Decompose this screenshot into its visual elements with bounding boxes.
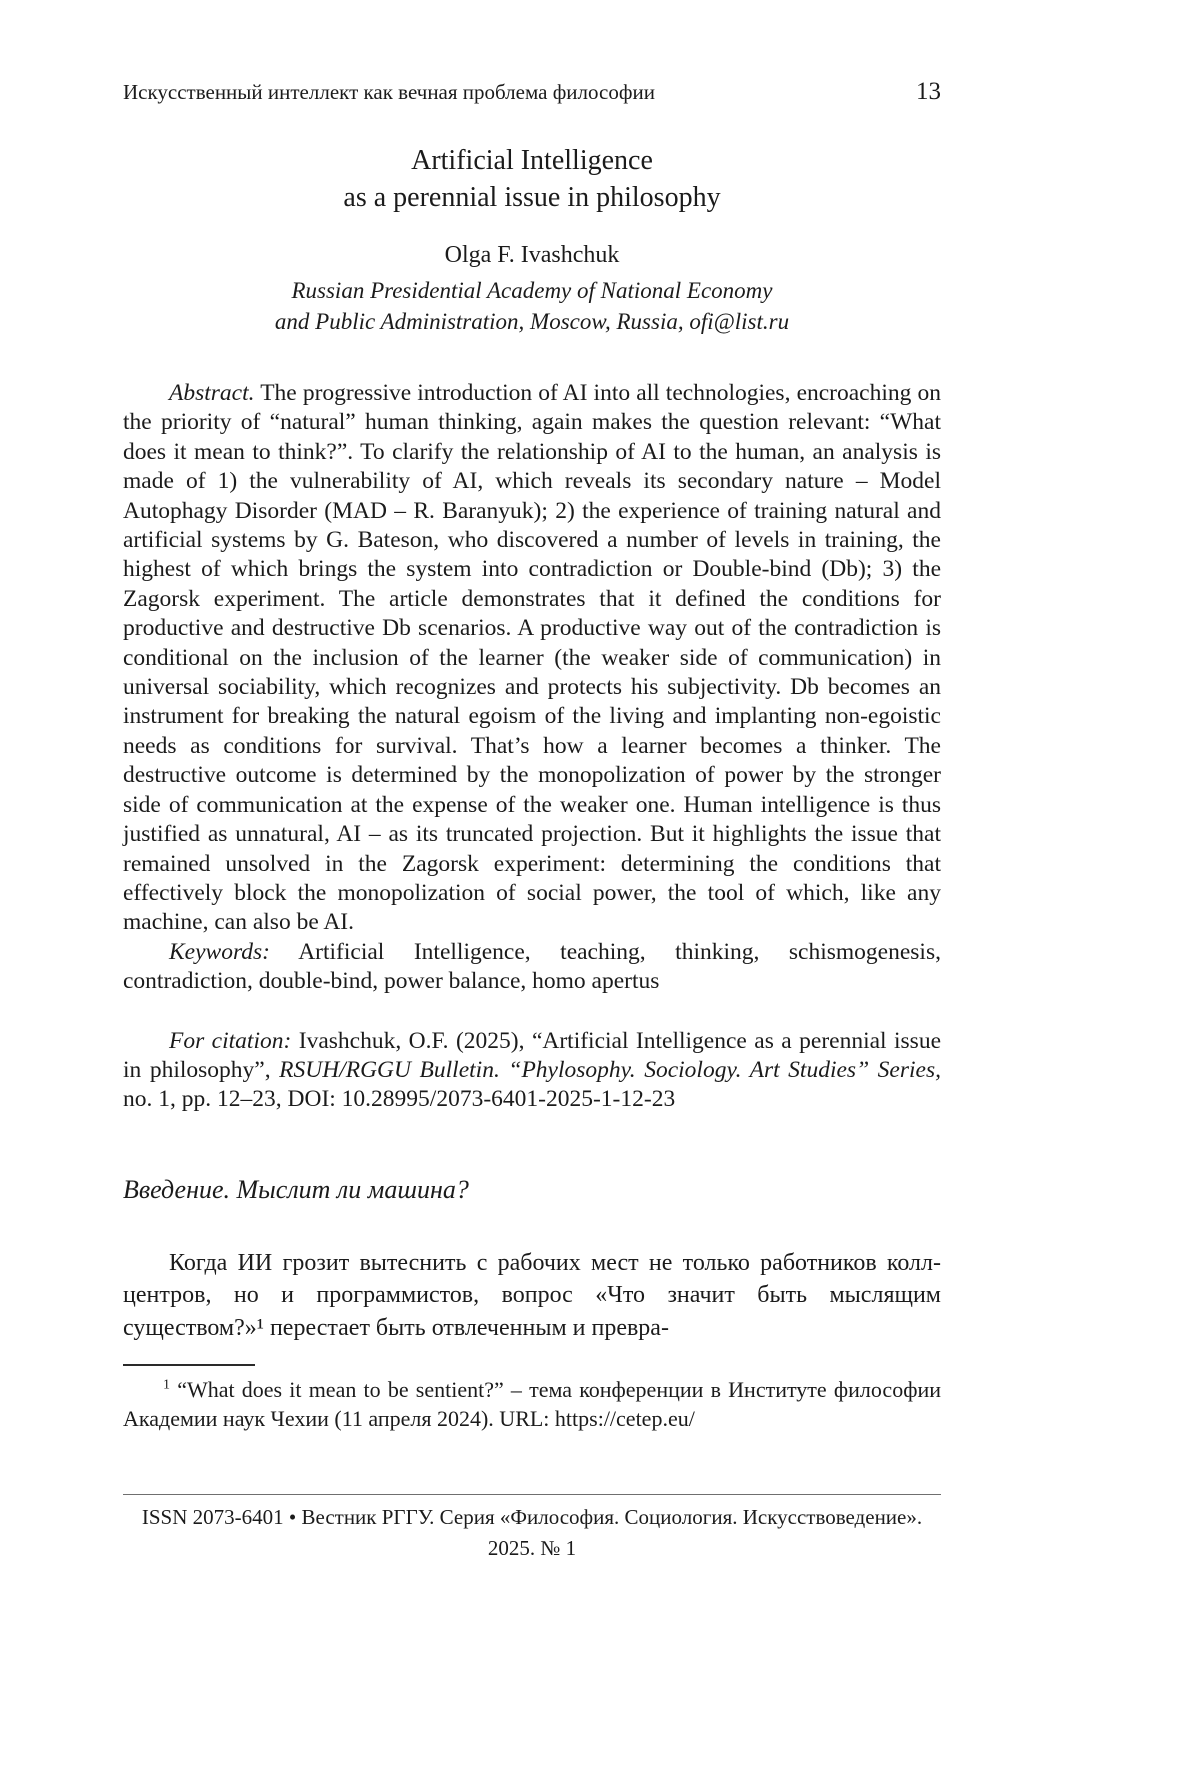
article-title bbox=[123, 142, 941, 216]
abstract-paragraph bbox=[123, 379, 941, 938]
citation-text-part1: Ivashchuk, O.F. (2025), “Artificial Intelligence as a perennial issue in philosophy”, bbox=[123, 1027, 942, 1083]
abstract-text: The progressive introduction of AI into all technologies, encroaching on the priority of “natural” human thinking, again makes the question relevant: “What does it mean to think?”. To clarify the relationship of AI to the human, an analysis is made of 1) the vulnerability of AI, which reveals its secondary nature – Model Autophagy Disorder (MAD – R. Baranyuk); 2) the experience of training natural and artificial systems by G. Bateson, who discovered a number of levels in training, the highest of which brings the system into contradiction or Double-bind (Db); 3) the Zagorsk experiment. The article demonstrates that it defined the conditions for productive and destructive Db scenarios. A productive way out of the contradiction is conditional on the inclusion of the learner (the weaker side of communication) in universal sociability, which recognizes and protects his subjectivity. Db becomes an instrument for breaking the natural egoism of the living and implanting non-egoistic needs as conditions for survival. That’s how a learner becomes a thinker. The destructive outcome is determined by the monopolization of power by the stronger side of communication at the expense of the weaker one. Human intelligence is thus justified as unnatural, AI – as its truncated projection. But it highlights the issue that remained unsolved in the Zagorsk experiment: determining the conditions that effectively block the monopolization of social power, the tool of which, like any machine, can also be AI. bbox=[123, 380, 941, 936]
article-title-line1: Artificial Intelligence bbox=[411, 145, 653, 176]
running-head bbox=[123, 78, 941, 106]
intro-paragraph: Когда ИИ грозит вытеснить с рабочих мест не только работников колл-центров, но и программистов, вопрос «Что значит быть мыслящим существом?»¹ перестает быть отвлеченным и превра- bbox=[123, 1249, 941, 1341]
citation-paragraph bbox=[123, 1027, 941, 1115]
footer-issn-line: ISSN 2073-6401 • Вестник РГГУ. Серия «Философия. Социология. Искусствоведение». bbox=[141, 1505, 923, 1529]
affiliation-line2: and Public Administration, Moscow, Russia, ofi@list.ru bbox=[274, 309, 790, 334]
footnote-separator bbox=[123, 1364, 255, 1366]
affiliation-line1: Russian Presidential Academy of National Economy bbox=[291, 278, 773, 303]
keywords-label: Keywords: bbox=[169, 938, 270, 965]
keywords-text: Artificial Intelligence, teaching, thinking, schismogenesis, contradiction, double-bind, power balance, homo apertus bbox=[123, 938, 941, 995]
citation-label: For citation: bbox=[169, 1027, 292, 1054]
footnote-marker: 1 bbox=[163, 1377, 170, 1393]
citation-text-part2: no. 1, pp. 12–23, DOI: 10.28995/2073-6401-2025-1-12-23 bbox=[123, 1086, 676, 1113]
section-heading-introduction: Введение. Мыслит ли машина? bbox=[123, 1174, 469, 1204]
citation-journal: RSUH/RGGU Bulletin. “Phylosophy. Sociology. Art Studies” Series, bbox=[279, 1056, 941, 1083]
abstract-label: Abstract. bbox=[169, 380, 255, 406]
article-title-line2: as a perennial issue in philosophy bbox=[343, 182, 721, 213]
running-title: Искусственный интеллект как вечная проблема философии bbox=[123, 80, 655, 104]
keywords-paragraph bbox=[123, 938, 941, 997]
page-content bbox=[123, 78, 941, 1433]
author-affiliation bbox=[123, 275, 941, 337]
footnote-text: “What does it mean to be sentient?” – тема конференции в Институте философии Академии наук Чехии (11 апреля 2024). URL: https://cetep.eu/ bbox=[123, 1377, 941, 1432]
footnote bbox=[123, 1375, 941, 1433]
footer-issue-line: 2025. № 1 bbox=[487, 1536, 577, 1560]
page-footer bbox=[123, 1494, 941, 1564]
page-number: 13 bbox=[916, 78, 941, 105]
author-name: Olga F. Ivashchuk bbox=[444, 242, 620, 268]
